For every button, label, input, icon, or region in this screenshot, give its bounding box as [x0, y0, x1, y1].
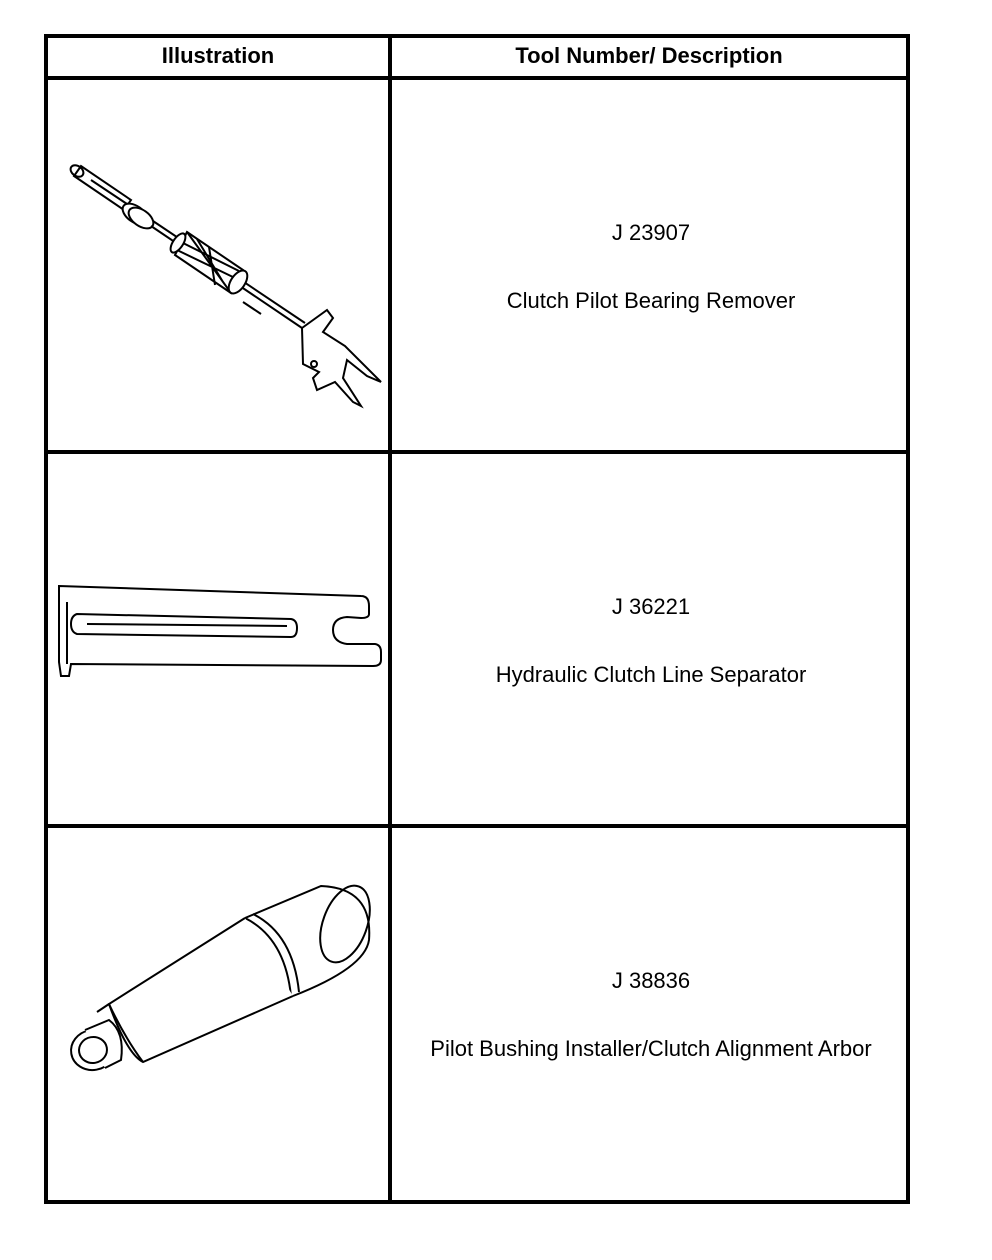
tool-table [44, 34, 910, 1204]
slide-hammer-icon [47, 80, 389, 450]
table-row-illustration [47, 828, 389, 1198]
table-row [392, 80, 910, 450]
table-row [392, 828, 910, 1198]
table-row-illustration [47, 80, 389, 450]
table-border-bottom [44, 1200, 910, 1204]
tool-number: J 36221 [611, 594, 691, 619]
tool-description: Hydraulic Clutch Line Separator [495, 662, 807, 687]
table-row-illustration [47, 454, 389, 824]
tool-number: J 38836 [611, 968, 691, 993]
tool-description: Clutch Pilot Bearing Remover [506, 288, 796, 313]
tool-number: J 23907 [611, 220, 691, 245]
alignment-arbor-icon [47, 828, 389, 1198]
line-separator-icon [47, 454, 389, 824]
header-illustration: Illustration [161, 43, 275, 68]
table-row [392, 454, 910, 824]
header-tool-description: Tool Number/ Description [515, 43, 783, 68]
tool-description: Pilot Bushing Installer/Clutch Alignment Arbor [430, 1036, 872, 1061]
